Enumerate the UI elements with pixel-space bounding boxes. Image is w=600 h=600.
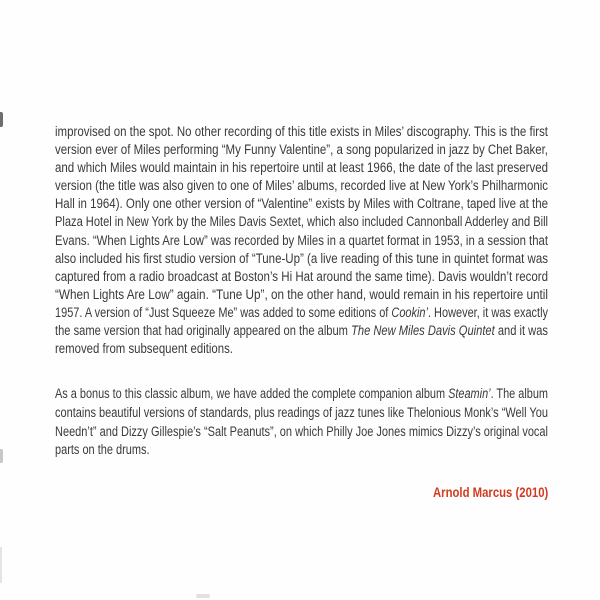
text-line-content <box>55 441 150 460</box>
text-segment: version ever of Miles performing “My Funny Valentine”, a song popularized in jazz by Chet Baker, <box>55 142 548 158</box>
album-title-italic: The New Miles Davis Quintet <box>351 323 495 339</box>
text-segment: and which Miles would maintain in his repertoire until at least 1966, the date of the last preserved <box>55 160 548 176</box>
text-line <box>55 232 548 250</box>
text-line <box>55 385 548 404</box>
text-line <box>55 123 548 141</box>
text-line-content <box>55 195 548 213</box>
text-line <box>55 250 548 268</box>
text-line <box>55 404 548 423</box>
text-line <box>55 423 548 442</box>
text-segment: Needn’t” and Dizzy Gillespie’s “Salt Peanuts”, on which Philly Joe Jones mimics Dizzy’s original vocal <box>55 423 548 439</box>
text-line-content <box>55 123 548 141</box>
text-segment: parts on the drums. <box>55 442 150 458</box>
scan-artifact <box>0 449 3 463</box>
text-segment: removed from subsequent editions. <box>55 341 233 357</box>
text-line <box>55 213 548 231</box>
text-line <box>55 441 548 460</box>
scan-artifact <box>0 112 3 127</box>
text-line-content <box>55 141 548 159</box>
text-segment: and it was <box>494 323 548 339</box>
text-line <box>55 340 548 358</box>
album-title-italic: Cookin’ <box>391 304 428 320</box>
text-segment: version (the title was also given to one of Miles’ albums, recorded live at New York’s Philharmonic <box>55 178 548 194</box>
text-segment: 1957. A version of “Just Squeeze Me” was added to some editions of <box>55 304 392 320</box>
text-line-content <box>55 304 548 322</box>
text-line-content <box>55 213 548 231</box>
text-segment: captured from a radio broadcast at Boston’s Hi Hat around the same time). Davis wouldn’t record <box>55 268 548 284</box>
text-line-content <box>55 232 548 250</box>
text-segment: Evans. “When Lights Are Low” was recorded by Miles in a quartet format in 1953, in a session that <box>55 232 548 248</box>
scan-artifact <box>196 594 210 598</box>
text-line-content <box>55 423 548 442</box>
scan-artifact <box>0 547 2 583</box>
signature: Arnold Marcus (2010) <box>432 485 548 500</box>
text-segment: . However, it was exactly <box>427 304 548 320</box>
text-line-content <box>55 159 548 177</box>
text-segment: contains beautiful versions of standards, plus readings of jazz tunes like Thelonious Monk’s “Well You <box>55 404 548 420</box>
text-line <box>55 177 548 195</box>
text-line <box>55 322 548 340</box>
text-segment: . The album <box>490 386 548 402</box>
text-segment: also included his first studio version of “Tune-Up” (a live reading of this tune in quintet format was <box>55 250 548 266</box>
paragraph <box>55 123 548 358</box>
text-segment: “When Lights Are Low” again. “Tune Up”, on the other hand, would remain in his repertoire until <box>55 286 548 302</box>
text-line-content <box>55 268 548 286</box>
text-line-content <box>55 250 548 268</box>
text-line-content <box>55 177 548 195</box>
text-line <box>55 159 548 177</box>
text-line <box>55 304 548 322</box>
text-segment: the same version that had originally appeared on the album <box>55 323 352 339</box>
text-line-content <box>55 385 548 404</box>
paragraph <box>55 385 548 460</box>
text-line <box>55 286 548 304</box>
text-line-content <box>55 340 233 358</box>
text-segment: improvised on the spot. No other recording of this title exists in Miles’ discography. This is the first <box>55 124 548 139</box>
text-line <box>55 195 548 213</box>
text-segment: As a bonus to this classic album, we have added the complete companion album <box>55 386 449 402</box>
liner-notes-text <box>55 123 548 460</box>
text-line-content <box>55 286 548 304</box>
text-line <box>55 268 548 286</box>
text-line <box>55 141 548 159</box>
text-segment: Plaza Hotel in New York by the Miles Davis Sextet, which also included Cannonball Adderley and Bill <box>55 214 548 230</box>
album-title-italic: Steamin’ <box>448 386 491 402</box>
text-line-content <box>55 322 548 340</box>
text-segment: Hall in 1964). Only one other version of “Valentine” exists by Miles with Coltrane, taped live at the <box>55 196 548 212</box>
text-line-content <box>55 404 548 423</box>
